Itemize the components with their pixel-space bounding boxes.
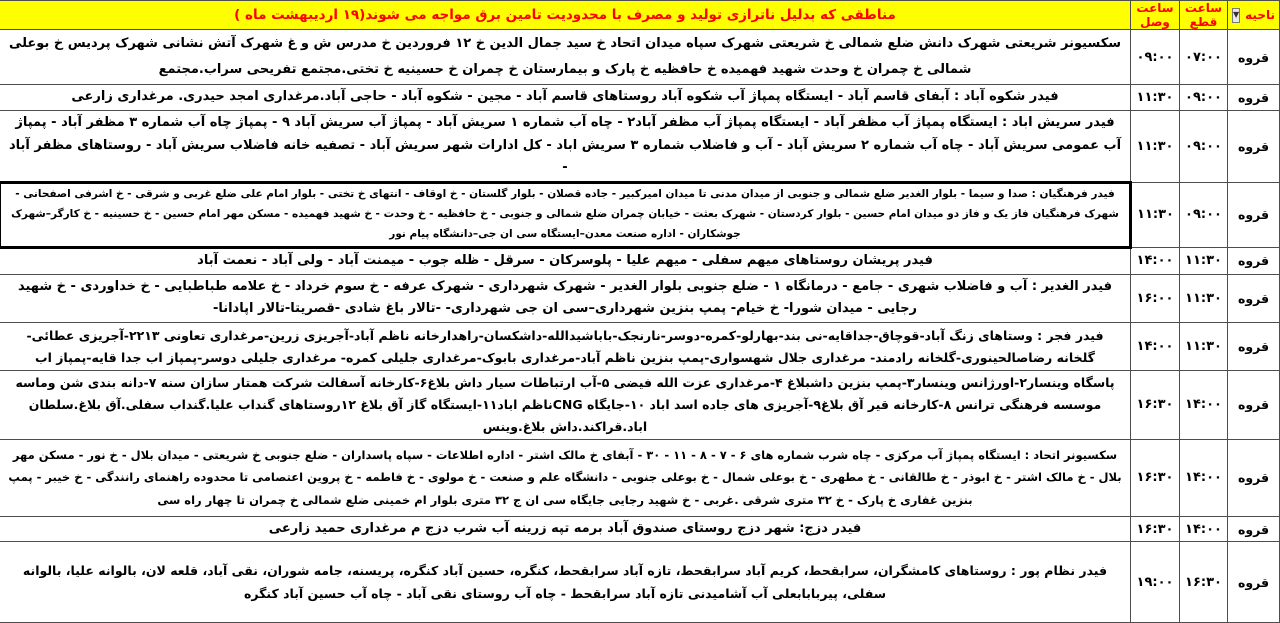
- table-row: [0, 85, 1280, 111]
- cut-time-cell: ۱۱:۳۰: [1180, 274, 1228, 323]
- reconnect-time-cell: ۱۱:۳۰: [1131, 183, 1180, 248]
- area-cell: فیدر فجر : وستاهای زنگ آباد-قوچاق-جداقایه-نی بند-بهارلو-کمره-دوسر-نارنجک-باباشیدالله-داشکسان-راهدارخانه ناظم آباد-آجریزی زرین-مرغداری تعاونی ۲۲۱۳-آجریزی عطائی-گلخانه رضاصالحینوری-گلخانه رادمند- مرغداری جلال شهسواری-پمپ بنزین ناظم آباد-مرغداری بابوک-مرغداری جلیلی کمره- مرغداری جلیلی دوسر-پمپاز اب جدا قایه-پمپاز اب: [0, 323, 1131, 371]
- table-row: [0, 371, 1280, 440]
- area-cell: فیدر الغدیر : آب و فاضلاب شهری - جامع - درمانگاه ۱ - ضلع جنوبی بلوار الغدیر - شهرک شهرداری - شهرک عرفه - خ سوم خرداد - خ علامه طباطبایی - خ خداوردی - خ شهید رجایی - میدان شورا- خ خیام- پمپ بنزین شهرداری–سی ان جی شهرداری- -تالار باغ شادی -قصریتا-تالار اپادانا-: [0, 274, 1131, 323]
- table-row: [0, 30, 1280, 85]
- table-row: [0, 323, 1280, 371]
- table-title: مناطقی که بدلیل ناترازی تولید و مصرف با محدودیت تامین برق مواجه می شوند(۱۹ اردیبهشت ماه ): [0, 1, 1131, 30]
- cut-time-cell: ۱۴:۰۰: [1180, 371, 1228, 440]
- cut-time-cell: ۰۹:۰۰: [1180, 110, 1228, 182]
- cut-time-cell: ۰۹:۰۰: [1180, 183, 1228, 248]
- reconnect-time-cell: ۱۶:۰۰: [1131, 274, 1180, 323]
- region-cell: قروه: [1228, 323, 1280, 371]
- area-cell: فیدر دزج: شهر دزج روستای صندوق آباد برمه تپه زرینه آب شرب دزج م مرغداری حمید زارعی: [0, 516, 1131, 542]
- cut-time-cell: ۰۹:۰۰: [1180, 85, 1228, 111]
- table-row: [0, 110, 1280, 182]
- table-row: [0, 439, 1280, 516]
- region-cell: قروه: [1228, 371, 1280, 440]
- reconnect-time-cell: ۱۴:۰۰: [1131, 323, 1180, 371]
- table-row: [0, 274, 1280, 323]
- area-cell: سکسیونر اتحاد : ایستگاه پمپاژ آب مرکزی - چاه شرب شماره های ۶ - ۷ - ۸ - ۱۱ - ۳۰ - آبفای خ مالک اشتر - اداره اطلاعات - سپاه پاسداران - ضلع جنوبی خ شریعتی - میدان بلال - خ نور - مسکن مهر بلال - خ مالک اشتر - خ ابوذر - خ طالقانی - خ مطهری - خ بوعلی شمال - خ بوعلی جنوبی - دانشگاه علم و صنعت - خ مولوی - خ فاطمه - خ پروین اعتصامی تا محدوده راهنمای رانندگی - خ خیبر - پمپ بنزین غفاری خ پارک - خ ۳۲ متری شرقی .غربی - خ شهید رجایی جایگاه سی ان ج ۳۲ متری بلوار ام خمینی ضلع شمالی خ چمران تا چهار راه سی: [0, 439, 1131, 516]
- table-row: [0, 516, 1280, 542]
- cut-time-cell: ۱۶:۳۰: [1180, 542, 1228, 623]
- filter-icon[interactable]: ▼: [1232, 8, 1240, 23]
- table-row: [0, 183, 1280, 248]
- cut-time-column-header: ساعت قطع: [1180, 1, 1228, 30]
- table-row: [0, 247, 1280, 274]
- area-cell: سکسیونر شریعتی شهرک دانش ضلع شمالی خ شریعتی شهرک سپاه میدان اتحاد خ سید جمال الدین خ ۱۲ فروردین خ مدرس ش و غ شهرک آتش نشانی شهرک پردیس خ بوعلی شمالی خ چمران خ وحدت شهید فهمیده خ حافظیه خ پارک و بیمارستان خ چمران خ حسینیه خ تختی.مجتمع تفریحی سراب.مجتمع: [0, 30, 1131, 85]
- reconnect-time-cell: ۱۱:۳۰: [1131, 110, 1180, 182]
- cut-time-cell: ۱۴:۰۰: [1180, 516, 1228, 542]
- area-cell: فیدر سریش اباد : ایستگاه پمپاژ آب مظفر آباد - ایستگاه پمپاژ آب مظفر آباد۲ - چاه آب شماره ۱ سریش آباد - پمپاژ آب سریش آباد ۹ - پمپاژ چاه آب شماره ۳ مظفر آباد - پمپاژ آب عمومی سریش آباد - چاه آب شماره ۲ سریش آباد - آب و فاضلاب شماره ۳ سریش اباد - کل ادارات شهر سریش آباد - تصفیه خانه فاضلاب سریش آباد - روستاهای مظفر آباد -: [0, 110, 1131, 182]
- region-cell: قروه: [1228, 516, 1280, 542]
- cut-time-cell: ۱۱:۳۰: [1180, 247, 1228, 274]
- area-cell: فیدر نظام پور : روستاهای کامشگران، سرابقحط، کریم آباد سرابقحط، تازه آباد سرابقحط، کنگره، حسین آباد کنگره، پریسنه، جامه شوران، نقی آباد، قلعه لان، بالوانه علیا، بالوانه سفلی، پیربابابعلی آب آشامیدنی تازه آباد سرابقحط - چاه آب روستای نقی آباد - چاه آب حسین آباد کنگره: [0, 542, 1131, 623]
- reconnect-time-cell: ۱۱:۳۰: [1131, 85, 1180, 111]
- region-column-header: [1228, 1, 1280, 30]
- region-header-label: ناحیه: [1245, 8, 1275, 22]
- table-row: [0, 542, 1280, 623]
- region-cell: قروه: [1228, 85, 1280, 111]
- area-cell: فیدر شکوه آباد : آبفای قاسم آباد - ایستگاه پمپاژ آب شکوه آباد روستاهای قاسم آباد - مجین - شکوه آباد - حاجی آباد.مرغداری امجد حیدری. مرغداری زارعی: [0, 85, 1131, 111]
- region-cell: قروه: [1228, 30, 1280, 85]
- reconnect-time-cell: ۱۶:۳۰: [1131, 371, 1180, 440]
- region-cell: قروه: [1228, 274, 1280, 323]
- cut-time-cell: ۰۷:۰۰: [1180, 30, 1228, 85]
- reconnect-time-cell: ۱۶:۳۰: [1131, 516, 1180, 542]
- area-cell: فیدر پریشان روستاهای میهم سفلی - میهم علیا - پلوسرکان - سرقل - ظله جوب - میمنت آباد - ولی آباد - نعمت آباد: [0, 247, 1131, 274]
- reconnect-time-column-header: ساعت وصل: [1131, 1, 1180, 30]
- reconnect-time-cell: ۱۹:۰۰: [1131, 542, 1180, 623]
- region-cell: قروه: [1228, 183, 1280, 248]
- region-cell: قروه: [1228, 247, 1280, 274]
- region-cell: قروه: [1228, 110, 1280, 182]
- reconnect-time-cell: ۰۹:۰۰: [1131, 30, 1180, 85]
- region-cell: قروه: [1228, 542, 1280, 623]
- header-row: [0, 1, 1280, 30]
- reconnect-time-cell: ۱۴:۰۰: [1131, 247, 1180, 274]
- region-cell: قروه: [1228, 439, 1280, 516]
- area-cell: فیدر فرهنگیان : صدا و سیما - بلوار الغدیر ضلع شمالی و جنوبی از میدان مدنی تا میدان امیرکبیر - جاده قصلان - بلوار گلستان - خ اوقاف - انتهای خ تختی - بلوار امام علی ضلع غربی و شرقی - خ اشرفی اصفحانی - شهرک فرهنگیان فاز یک و فاز دو میدان امام حسین - بلوار کردستان - شهرک بعثت - خیابان چمران ضلع شمالی و جنوبی - خ حافظیه - خ وحدت - خ شهید فهمیده - مسکن مهر امام حسین - خ حسینیه - خ کارگر–شهرک جوشکاران - اداره صنعت معدن–ایستگاه سی ان جی–دانشگاه پیام نور: [0, 183, 1131, 248]
- cut-time-cell: ۱۱:۳۰: [1180, 323, 1228, 371]
- cut-time-cell: ۱۴:۰۰: [1180, 439, 1228, 516]
- area-cell: پاسگاه وینسار۲-اورژانس وینسار۳-پمپ بنزین داشبلاغ ۴-مرغداری عزت الله فیضی ۵-آب ارتباطات سیار داش بلاغ۶-کارخانه آسفالت شرکت همتار سازان سنه ۷-دانه بندی شن وماسه موسسه فرهنگی ترانس ۸-کارخانه قیر آق بلاغ۹-آجریزی های جاده اسد اباد ۱۰-جایگاه CNGناظم اباد۱۱-ایستگاه گاز آق بلاغ ۱۲روستاهای گنداب علیا.گنداب سفلی.آق بلاغ.سلطان اباد.قراکند.داش بلاغ.وینس: [0, 371, 1131, 440]
- reconnect-time-cell: ۱۶:۳۰: [1131, 439, 1180, 516]
